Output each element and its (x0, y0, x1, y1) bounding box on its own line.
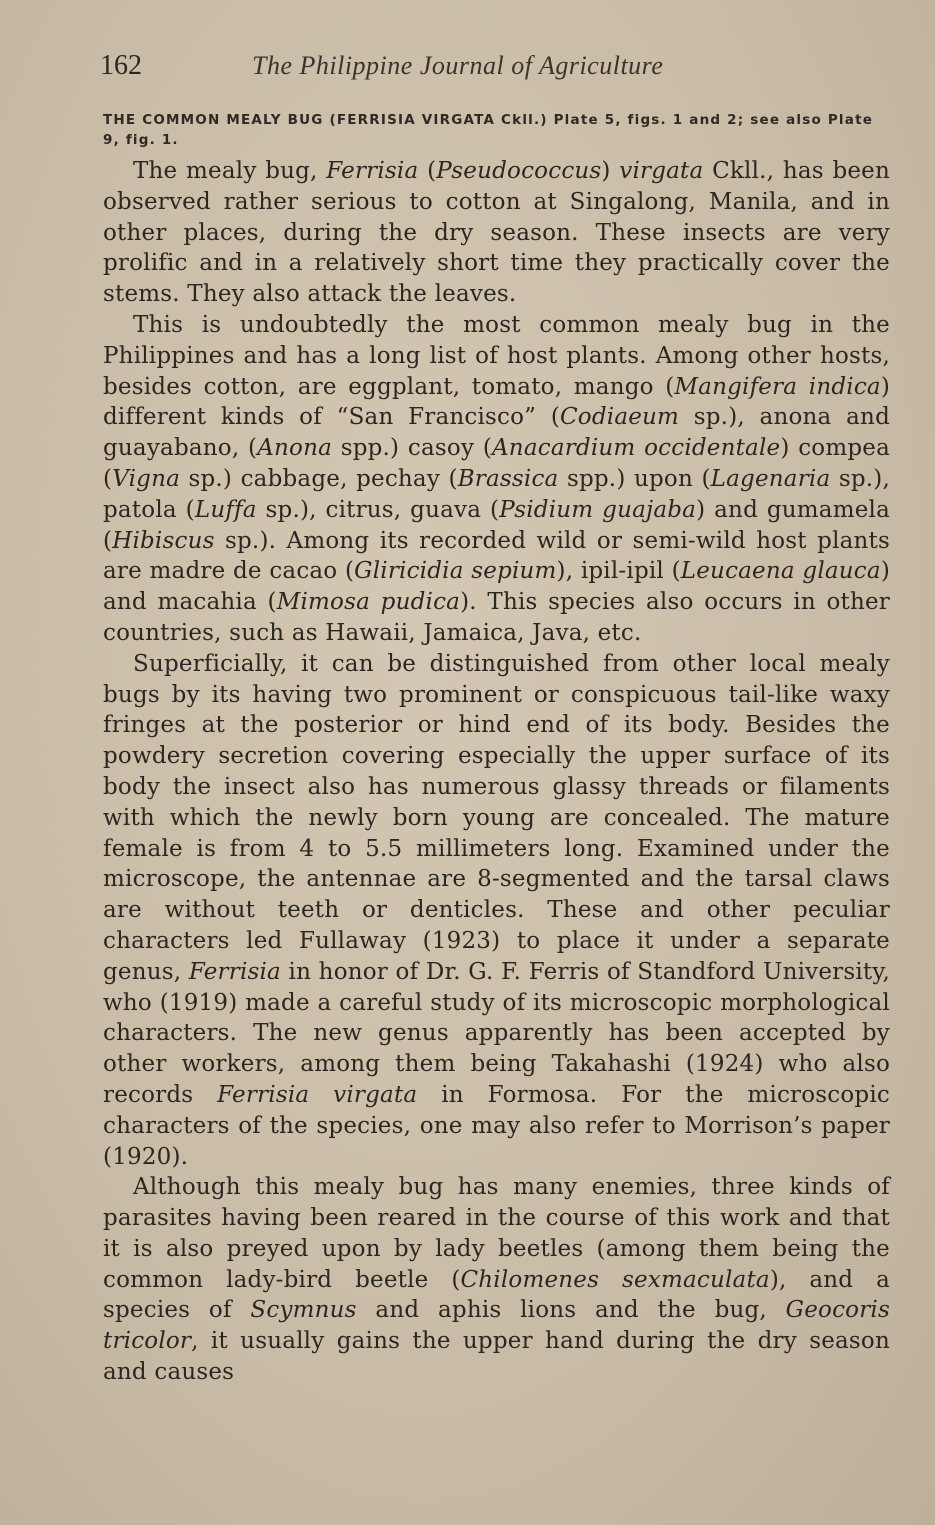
text-run: sp.), citrus, guava ( (256, 496, 500, 523)
text-run: sp.), anona and guayabano, ( (103, 404, 890, 462)
paragraph (103, 310, 890, 649)
page-number: 162 (100, 50, 142, 81)
text-run: Although this mealy bug has many enemies, three kinds of parasites having been reared in the course of this work and that it is also preyed upon by lady beetles (among them being the common lady-bird beetle ( (103, 1174, 890, 1293)
species-name: Brassica (457, 465, 559, 492)
species-name: Hibiscus (112, 527, 215, 554)
species-name: Chilomenes sexmaculata (460, 1266, 770, 1293)
text-run: ( (418, 158, 437, 184)
text-run: ). This species also occurs in other countries, such as Hawaii, Jamaica, Java, etc. (103, 589, 890, 646)
text-run: in honor of Dr. G. F. Ferris of Standford University, who (1919) made a careful study of its microscopic morphological characters. The new genus apparently has been accepted by other workers, among them being Takahashi (1924) who also records (103, 958, 890, 1108)
text-run: spp.) upon ( (558, 465, 711, 492)
paragraph (103, 649, 890, 1173)
species-name: Lagenaria (710, 465, 831, 492)
species-name: Codiaeum (560, 404, 680, 431)
page-header (100, 50, 890, 90)
species-name: Ferrisia virgata (217, 1081, 418, 1108)
paragraph (103, 1172, 890, 1388)
species-name: Pseudococcus (436, 158, 602, 184)
species-name: Ferrisia (326, 158, 419, 184)
text-run: ) (601, 158, 620, 184)
species-name: virgata (619, 158, 704, 184)
text-run: sp.), patola ( (103, 465, 890, 523)
species-name: Mangifera indica (674, 373, 881, 400)
text-run: spp.) casoy ( (332, 435, 492, 462)
text-run: sp.) cabbage, pechay ( (180, 465, 458, 492)
section-heading: THE COMMON MEALY BUG (FERRISIA VIRGATA Ckll.) Plate 5, figs. 1 and 2; see also Plate 9, fig. 1. (103, 112, 874, 148)
text-run: ), ipil-ipil ( (556, 558, 681, 585)
text-run: Superficially, it can be distinguished from other local mealy bugs by its having two prominent or conspicuous tail-like waxy fringes at the posterior or hind end of its body. Besides the powdery secretion covering especially the upper surface of its body the insect also has numerous glassy threads or filaments with which the newly born young are concealed. The mature female is from 4 to 5.5 millimeters long. Examined under the microscope, the antennae are 8-segmented and the tarsal claws are without teeth or denticles. These and other peculiar characters led Fullaway (1923) to place it under a separate genus, (103, 650, 890, 985)
species-name: Psidium guajaba (499, 496, 697, 523)
text-run: The mealy bug, (133, 158, 327, 184)
text-run: and aphis lions and the bug, (356, 1297, 786, 1324)
species-name: Luffa (194, 496, 257, 523)
text-run: in Formosa. For the microscopic characters of the species, one may also refer to Morrison’s paper (1920). (103, 1081, 890, 1170)
species-name: Vigna (112, 465, 180, 492)
species-name: Gliricidia sepium (354, 558, 557, 585)
journal-title: The Philippine Journal of Agriculture (252, 51, 664, 80)
text-run: ) and macahia ( (103, 558, 890, 616)
text-run: This is undoubtedly the most common mealy bug in the Philippines and has a long list of host plants. Among other hosts, besides cotton, are eggplant, tomato, mango ( (103, 311, 890, 400)
species-name: Scymnus (250, 1297, 357, 1324)
species-name: Anacardium occidentale (492, 435, 781, 462)
species-name: Anona (257, 435, 333, 462)
text-run: Ckll., has been observed rather serious to cotton at Singalong, Manila, and in other places, during the dry season. These insects are very prolific and in a relatively short time they practically cover the stems. They also attack the leaves. (103, 158, 891, 308)
text-run: ) compea ( (103, 435, 890, 492)
paragraph (103, 156, 890, 310)
species-name: Leucaena glauca (680, 558, 881, 585)
text-run: ) different kinds of “San Francisco” ( (103, 373, 890, 431)
text-run: sp.). Among its recorded wild or semi-wild host plants are madre de cacao ( (103, 527, 890, 585)
text-run: , it usually gains the upper hand during the dry season and causes (103, 1328, 890, 1386)
text-run: ) and gumamela ( (103, 496, 891, 554)
article-body (103, 156, 890, 1388)
species-name: Mimosa pudica (276, 589, 461, 616)
species-name: Geocoris tricolor (103, 1297, 890, 1355)
species-name: Ferrisia (188, 958, 281, 985)
text-run: ), and a species of (103, 1266, 890, 1324)
